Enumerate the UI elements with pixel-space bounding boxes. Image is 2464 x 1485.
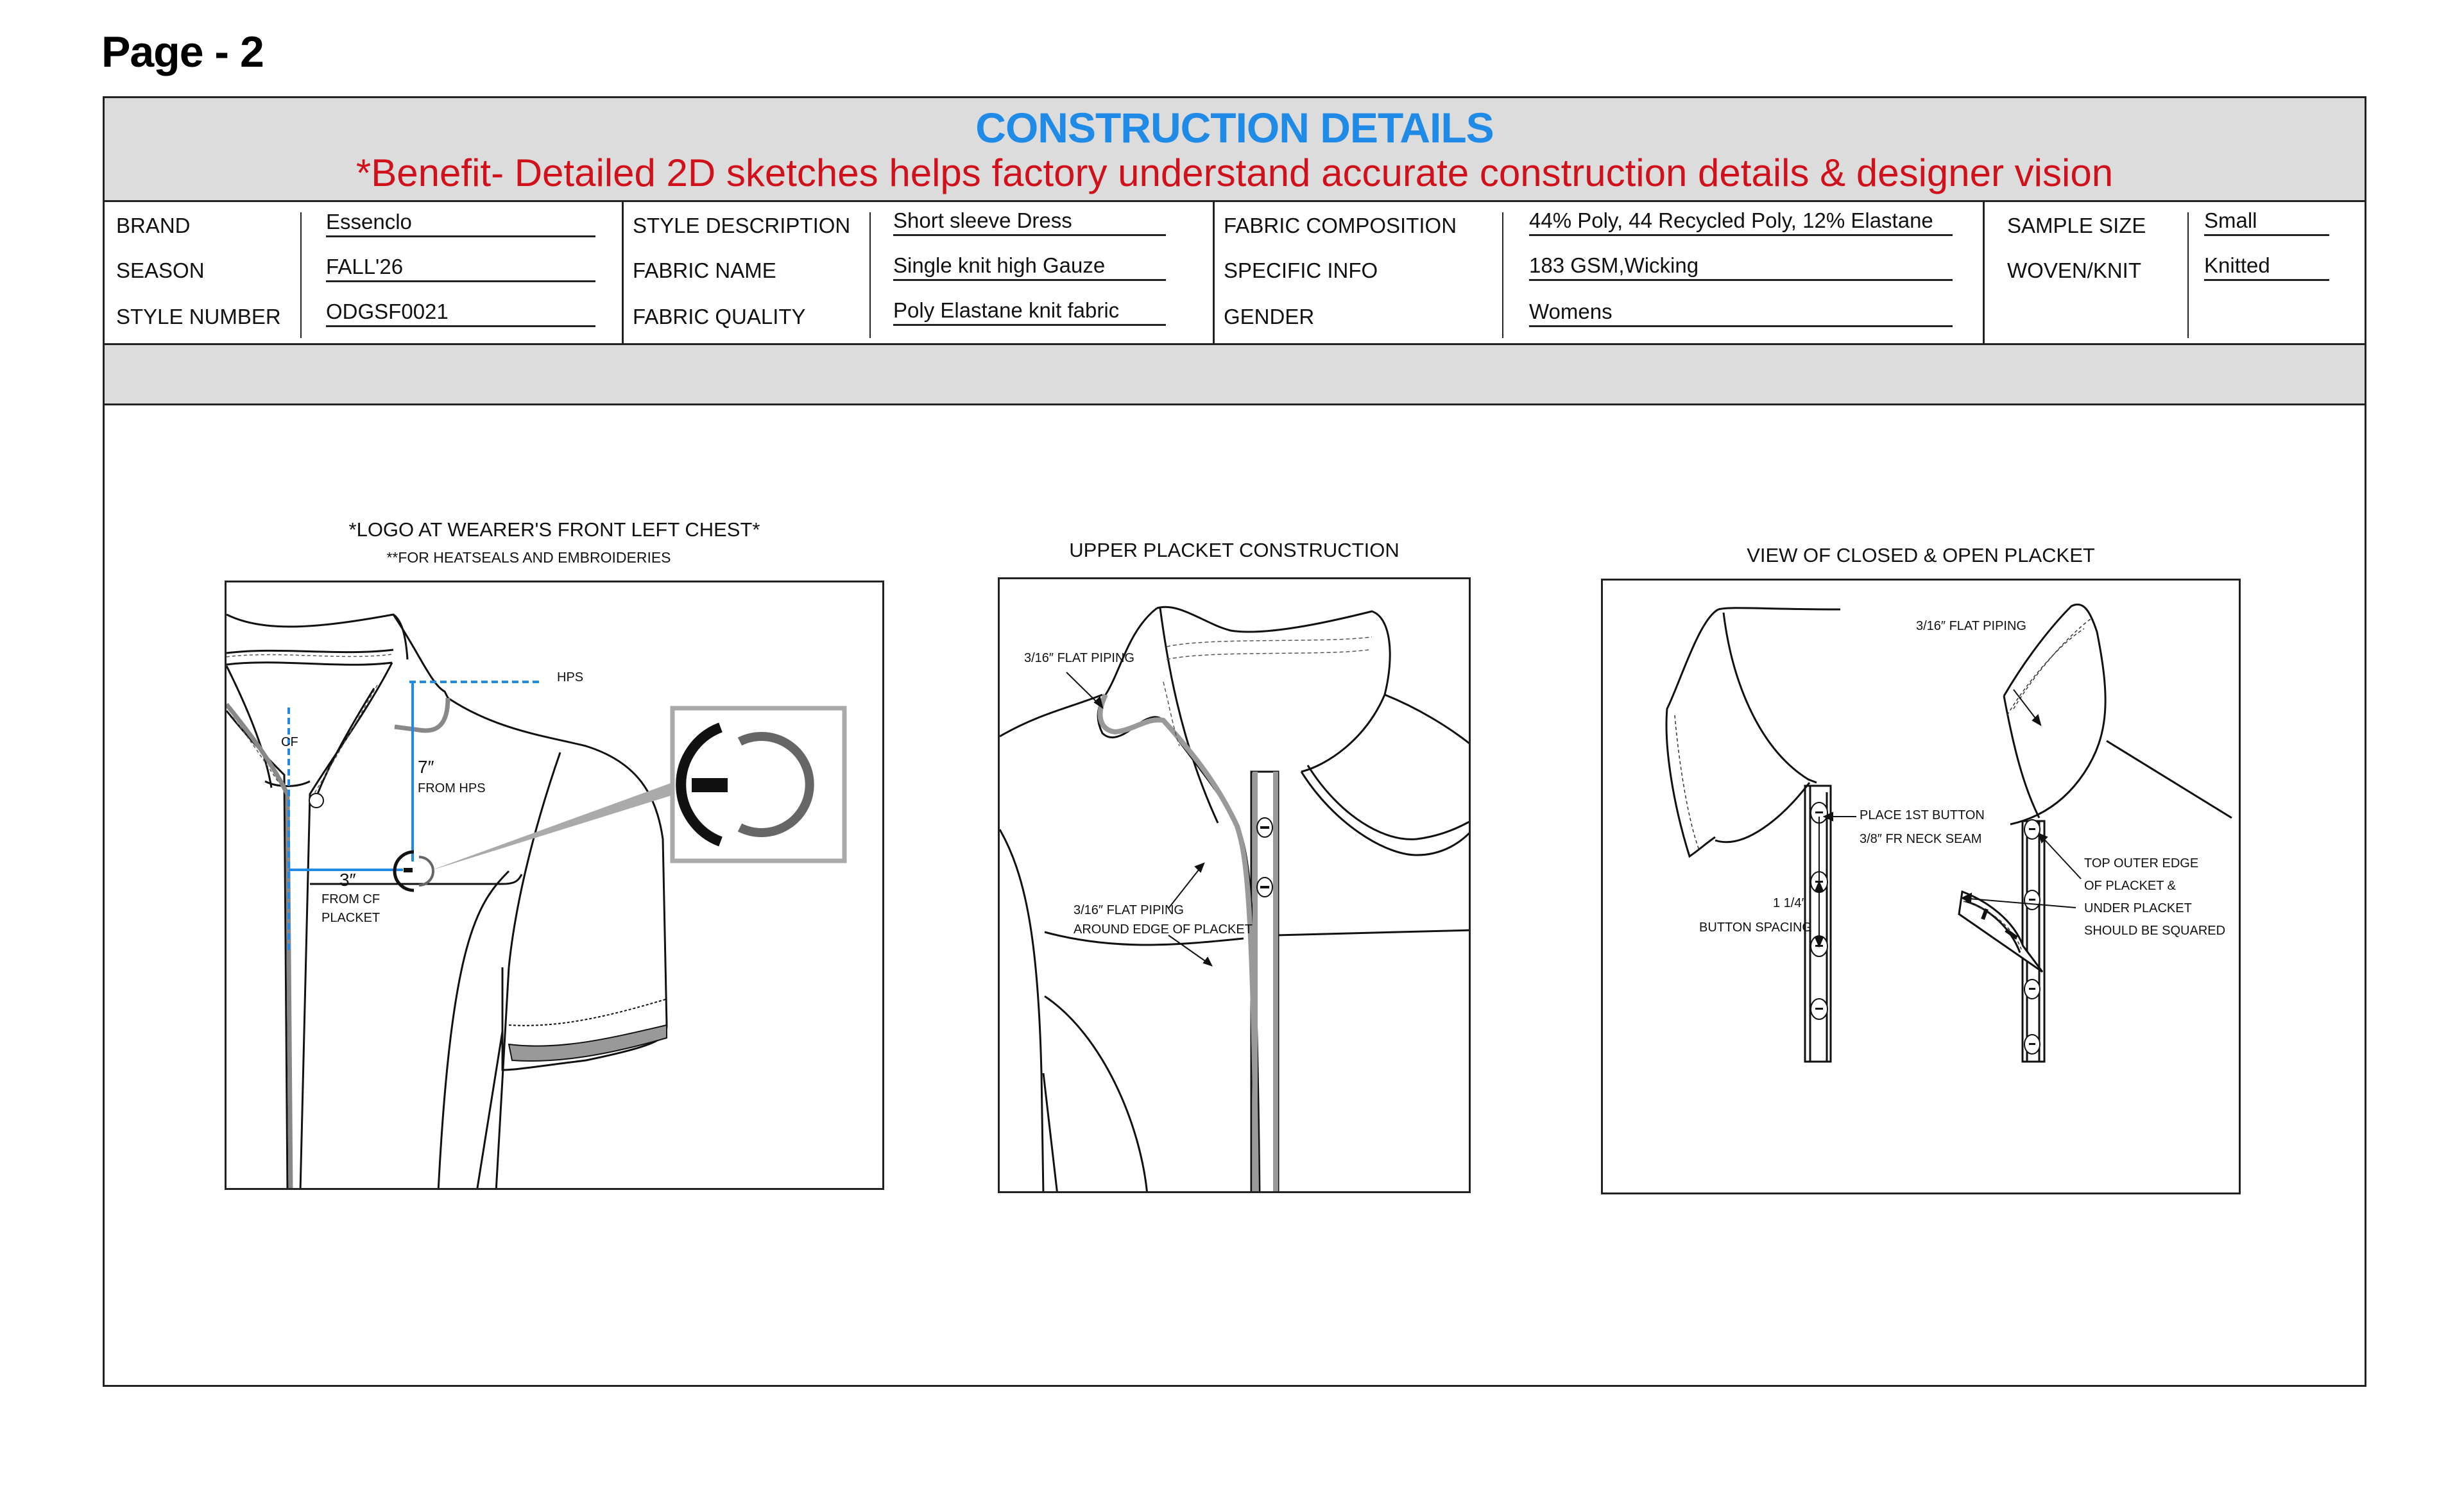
- column-divider: [1502, 212, 1503, 338]
- gender-value: Womens: [1529, 300, 1953, 327]
- brand-label: BRAND: [116, 214, 191, 237]
- collar-piping-label: 3/16″ FLAT PIPING: [1024, 651, 1134, 665]
- upper-placket-sketch: [998, 577, 1471, 1193]
- info-group-fabric: [1215, 202, 1985, 343]
- sample-size-value: Small: [2204, 208, 2329, 236]
- brand-value: Essenclo: [326, 210, 595, 237]
- horizontal-measure-label: 3″: [339, 870, 356, 890]
- specific-info-value: 183 GSM,Wicking: [1529, 253, 1953, 281]
- info-group-brand: [105, 202, 624, 343]
- panel-logo-subtitle: **FOR HEATSEALS AND EMBROIDERIES: [386, 549, 671, 566]
- logo-placement-sketch: [225, 581, 884, 1190]
- squared-edge-label-4: SHOULD BE SQUARED: [2084, 924, 2226, 938]
- column-divider: [300, 212, 302, 338]
- section-divider-band: [105, 343, 2365, 405]
- header-band: [105, 98, 2365, 202]
- closed-open-placket-sketch: [1601, 579, 2241, 1194]
- style-number-label: STYLE NUMBER: [116, 305, 281, 328]
- fabric-composition-value: 44% Poly, 44 Recycled Poly, 12% Elastane: [1529, 208, 1953, 236]
- vertical-measure-note: FROM HPS: [418, 781, 486, 795]
- placket-piping-label-2: AROUND EDGE OF PLACKET: [1074, 922, 1253, 937]
- placket-construction-sketch-icon: [1000, 579, 1471, 1193]
- info-group-sample: [1985, 202, 2365, 343]
- column-divider: [2187, 212, 2189, 338]
- season-value: FALL'26: [326, 255, 595, 282]
- specific-info-label: SPECIFIC INFO: [1224, 259, 1378, 282]
- hps-label: HPS: [557, 670, 584, 684]
- woven-knit-value: Knitted: [2204, 253, 2329, 281]
- page-title: Page - 2: [101, 28, 264, 76]
- panel-logo-title: *LOGO AT WEARER'S FRONT LEFT CHEST*: [348, 518, 760, 541]
- button-spacing-label-2: BUTTON SPACING: [1699, 921, 1812, 935]
- fabric-name-label: FABRIC NAME: [633, 259, 776, 282]
- style-number-value: ODGSF0021: [326, 300, 595, 327]
- first-button-label-1: PLACE 1ST BUTTON: [1860, 808, 1985, 822]
- season-label: SEASON: [116, 259, 205, 282]
- document-subtitle: *Benefit- Detailed 2D sketches helps factory understand accurate construction details & designer vision: [355, 151, 2114, 194]
- fabric-quality-value: Poly Elastane knit fabric: [893, 298, 1166, 326]
- fabric-quality-label: FABRIC QUALITY: [633, 305, 806, 328]
- style-description-label: STYLE DESCRIPTION: [633, 214, 851, 237]
- fabric-composition-label: FABRIC COMPOSITION: [1224, 214, 1457, 237]
- first-button-label-2: 3/8″ FR NECK SEAM: [1860, 832, 1982, 846]
- sample-size-label: SAMPLE SIZE: [2007, 214, 2146, 237]
- button-spacing-label-1: 1 1/4″: [1773, 896, 1806, 910]
- style-description-value: Short sleeve Dress: [893, 208, 1166, 236]
- panel-closed-open-title: VIEW OF CLOSED & OPEN PLACKET: [1747, 544, 2095, 566]
- squared-edge-label-3: UNDER PLACKET: [2084, 901, 2192, 915]
- fabric-name-value: Single knit high Gauze: [893, 253, 1166, 281]
- cf-label: CF: [281, 735, 298, 749]
- gender-label: GENDER: [1224, 305, 1315, 328]
- shirt-front-sketch-icon: [227, 582, 884, 1190]
- column-divider: [869, 212, 871, 338]
- vertical-measure-label: 7″: [418, 757, 434, 777]
- woven-knit-label: WOVEN/KNIT: [2007, 259, 2142, 282]
- collar-piping-label: 3/16″ FLAT PIPING: [1916, 619, 2026, 633]
- spec-info-row: [105, 202, 2365, 343]
- placket-piping-label-1: 3/16″ FLAT PIPING: [1074, 903, 1184, 917]
- horizontal-measure-note-1: FROM CF: [321, 892, 381, 906]
- horizontal-measure-note-2: PLACKET: [321, 911, 381, 925]
- info-group-style: [624, 202, 1215, 343]
- squared-edge-label-1: TOP OUTER EDGE: [2084, 856, 2199, 870]
- squared-edge-label-2: OF PLACKET &: [2084, 879, 2177, 893]
- panel-placket-title: UPPER PLACKET CONSTRUCTION: [1069, 539, 1399, 561]
- document-title: CONSTRUCTION DETAILS: [975, 104, 1494, 151]
